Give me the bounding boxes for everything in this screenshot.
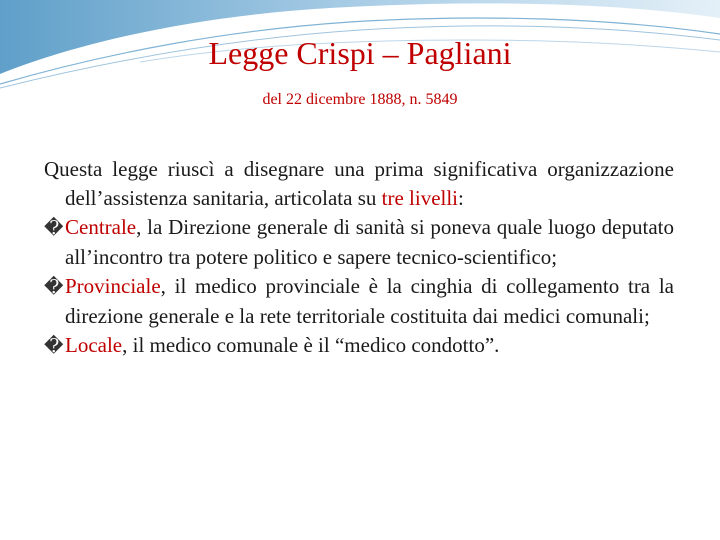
slide-title: Legge Crispi – Pagliani bbox=[208, 35, 512, 71]
list-item bbox=[44, 213, 674, 272]
item-text: , la Direzione generale di sanità si poneva quale luogo deputato all’incontro tra potere politico e sapere tecnico-scientifico; bbox=[65, 215, 674, 269]
item-keyword: Locale bbox=[65, 333, 123, 357]
slide-body bbox=[44, 155, 674, 361]
item-keyword: Centrale bbox=[65, 215, 137, 239]
intro-highlight: tre livelli bbox=[381, 186, 459, 210]
item-text: , il medico comunale è il “medico condotto”. bbox=[122, 333, 500, 357]
intro-text: Questa legge riuscì a disegnare una prima significativa organizzazione dell’assistenza sanitaria, articolata su bbox=[44, 157, 674, 210]
bullet-icon: � bbox=[44, 336, 64, 357]
item-text: , il medico provinciale è la cinghia di collegamento tra la direzione generale e la rete territoriale costituita dai medici comunali; bbox=[65, 274, 674, 328]
list-item bbox=[44, 272, 674, 331]
bullet-icon: � bbox=[44, 277, 64, 298]
slide-subtitle: del 22 dicembre 1888, n. 5849 bbox=[262, 91, 458, 108]
intro-paragraph bbox=[44, 155, 674, 213]
list-item bbox=[44, 331, 674, 361]
bullet-icon: � bbox=[44, 218, 64, 239]
intro-tail: : bbox=[458, 186, 464, 210]
item-keyword: Provinciale bbox=[65, 274, 161, 298]
